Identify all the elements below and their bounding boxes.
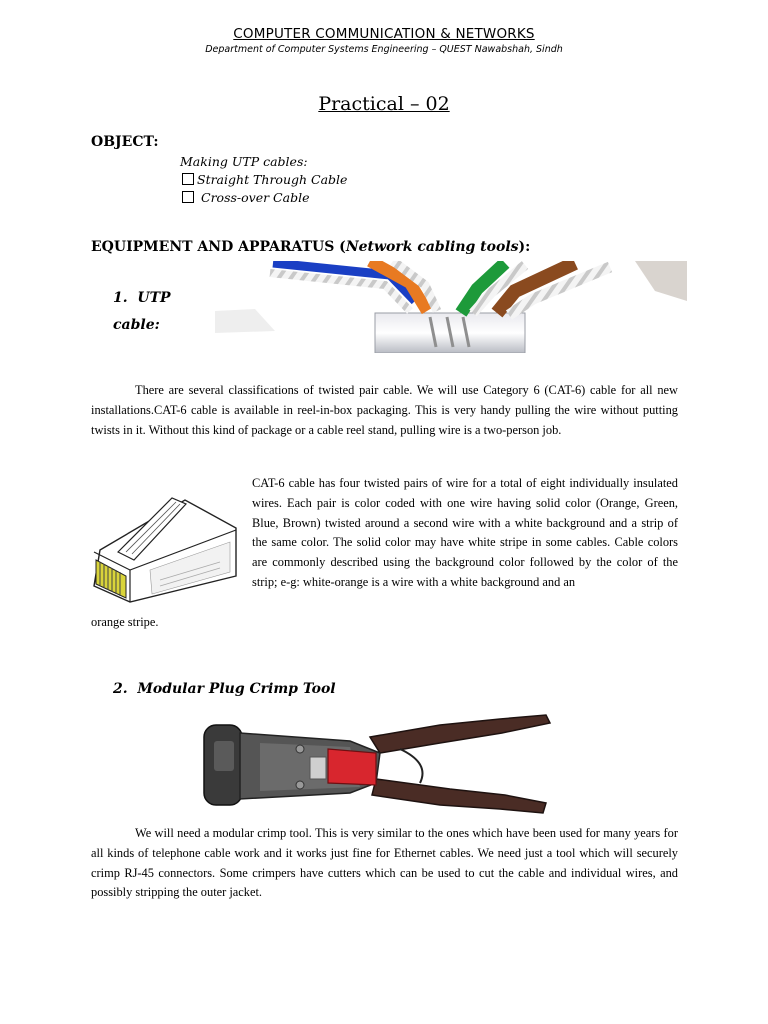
object-item-label: Straight Through Cable	[197, 172, 348, 187]
object-item-crossover	[182, 190, 309, 205]
object-subheading: Making UTP cables:	[180, 154, 308, 169]
department-header: Department of Computer Systems Engineering – QUEST Nawabshah, Sindh	[205, 44, 563, 55]
checkbox-icon	[182, 173, 194, 185]
section2-title	[113, 681, 336, 697]
section1-paragraph-1: There are several classifications of twisted pair cable. We will use Category 6 (CAT-6) cable for all new installations.CAT-6 cable is available in reel-in-box packaging. This is very handy pulling the wire without putting twists in it. Without this kind of package or a cable reel stand, pulling wire is a two-person job.	[91, 383, 678, 437]
section1-paragraph-2-end: orange stripe.	[91, 615, 159, 629]
section2-number: 2.	[113, 681, 128, 697]
equipment-heading-emphasis: Network cabling tools	[345, 239, 519, 255]
crimp-tool-photo	[200, 713, 554, 821]
utp-cable-photo	[215, 261, 687, 353]
section2-title-text: Modular Plug Crimp Tool	[137, 681, 336, 697]
rj45-plug-drawing	[90, 490, 242, 608]
equipment-heading-text: EQUIPMENT AND APPARATUS (	[91, 239, 346, 255]
object-item-label: Cross-over Cable	[201, 190, 310, 205]
checkbox-icon	[182, 191, 194, 203]
page-title: Practical – 02	[318, 93, 450, 115]
course-header: COMPUTER COMMUNICATION & NETWORKS	[233, 26, 535, 42]
section1-title-line1	[113, 290, 171, 306]
section1-title: UTP	[137, 290, 171, 306]
section1-title-line2: cable:	[113, 317, 160, 333]
equipment-heading	[91, 239, 530, 255]
equipment-heading-close: ):	[518, 239, 531, 255]
section2-paragraph: We will need a modular crimp tool. This is very similar to the ones which have been used for many years for all kinds of telephone cable work and it works just fine for Ethernet cables. We need just a tool which will securely crimp RJ-45 connectors. Some crimpers have cutters which can be used to cut the cable and individual wires, and possibly stripping the outer jacket.	[91, 826, 678, 900]
object-item-straight	[182, 172, 347, 187]
object-heading: OBJECT:	[91, 134, 159, 150]
section1-number: 1.	[113, 290, 128, 306]
section1-paragraph-2: CAT-6 cable has four twisted pairs of wire for a total of eight individually insulated wires. Each pair is color coded with one wire having solid color (Orange, Green, Blue, Brown) twisted around a second wire with a white background and a strip of the same color. The solid color may have white stripe in some cables. Cable colors are commonly described using the background color followed by the color of the strip; e-g: white-orange is a wire with a white background and an	[252, 476, 678, 589]
